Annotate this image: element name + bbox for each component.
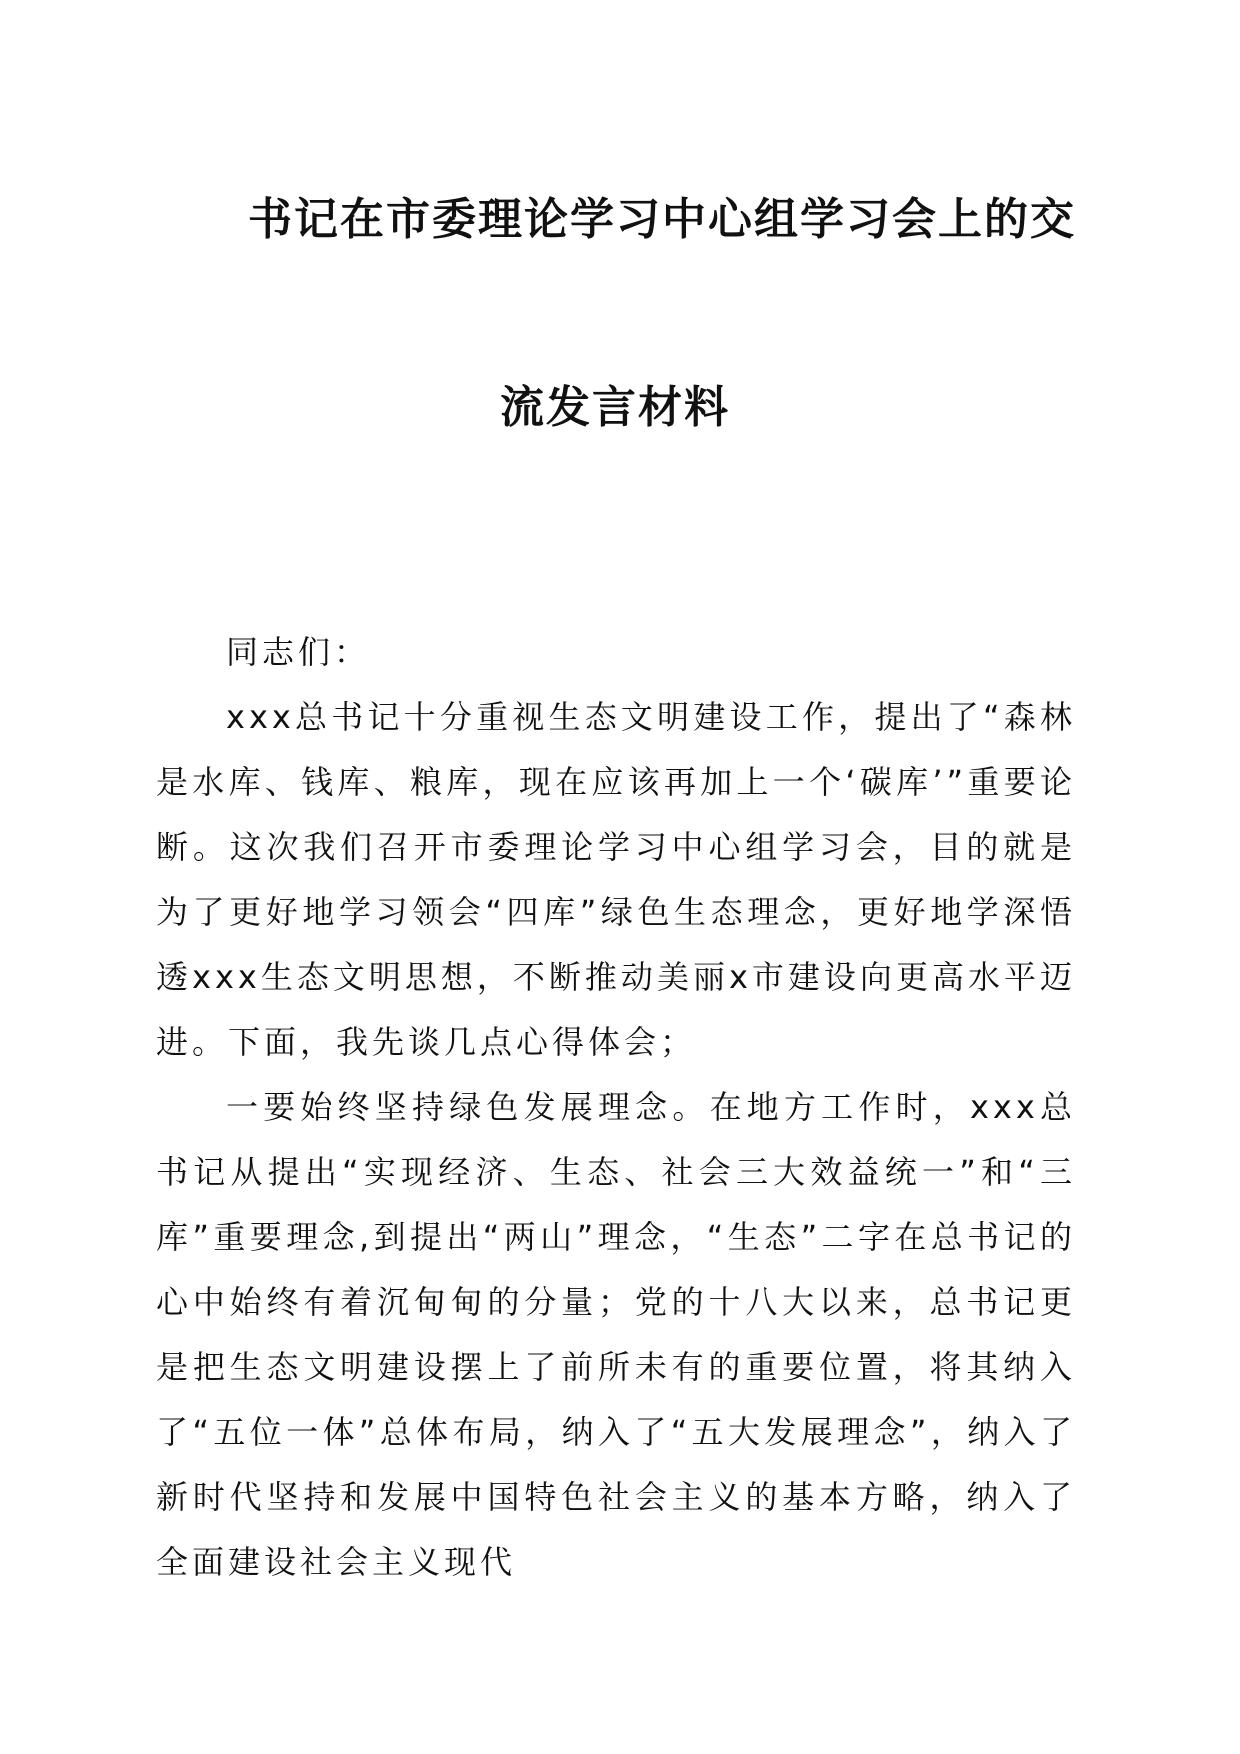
document-body [156,620,1076,1595]
document-title-line-2: 流发言材料 [500,382,730,433]
document-title-line-1: 书记在市委理论学习中心组学习会上的交 [248,194,1076,245]
salutation: 同志们： [226,633,371,671]
paragraph-1: xxx总书记十分重视生态文明建设工作，提出了“森林是水库、钱库、粮库，现在应该再加上一个‘碳库’”重要论断。这次我们召开市委理论学习中心组学习会，目的就是为了更好地学习领会“四库”绿色生态理念，更好地学深悟透xxx生态文明思想，不断推动美丽x市建设向更高水平迈进。下面，我先谈几点心得体会； [156,698,1076,1061]
paragraph-2: 一要始终坚持绿色发展理念。在地方工作时，xxx总书记从提出“实现经济、生态、社会三大效益统一”和“三库”重要理念,到提出“两山”理念，“生态”二字在总书记的心中始终有着沉甸甸的分量；党的十八大以来，总书记更是把生态文明建设摆上了前所未有的重要位置，将其纳入了“五位一体”总体布局，纳入了“五大发展理念”，纳入了新时代坚持和发展中国特色社会主义的基本方略，纳入了全面建设社会主义现代 [156,1088,1076,1581]
